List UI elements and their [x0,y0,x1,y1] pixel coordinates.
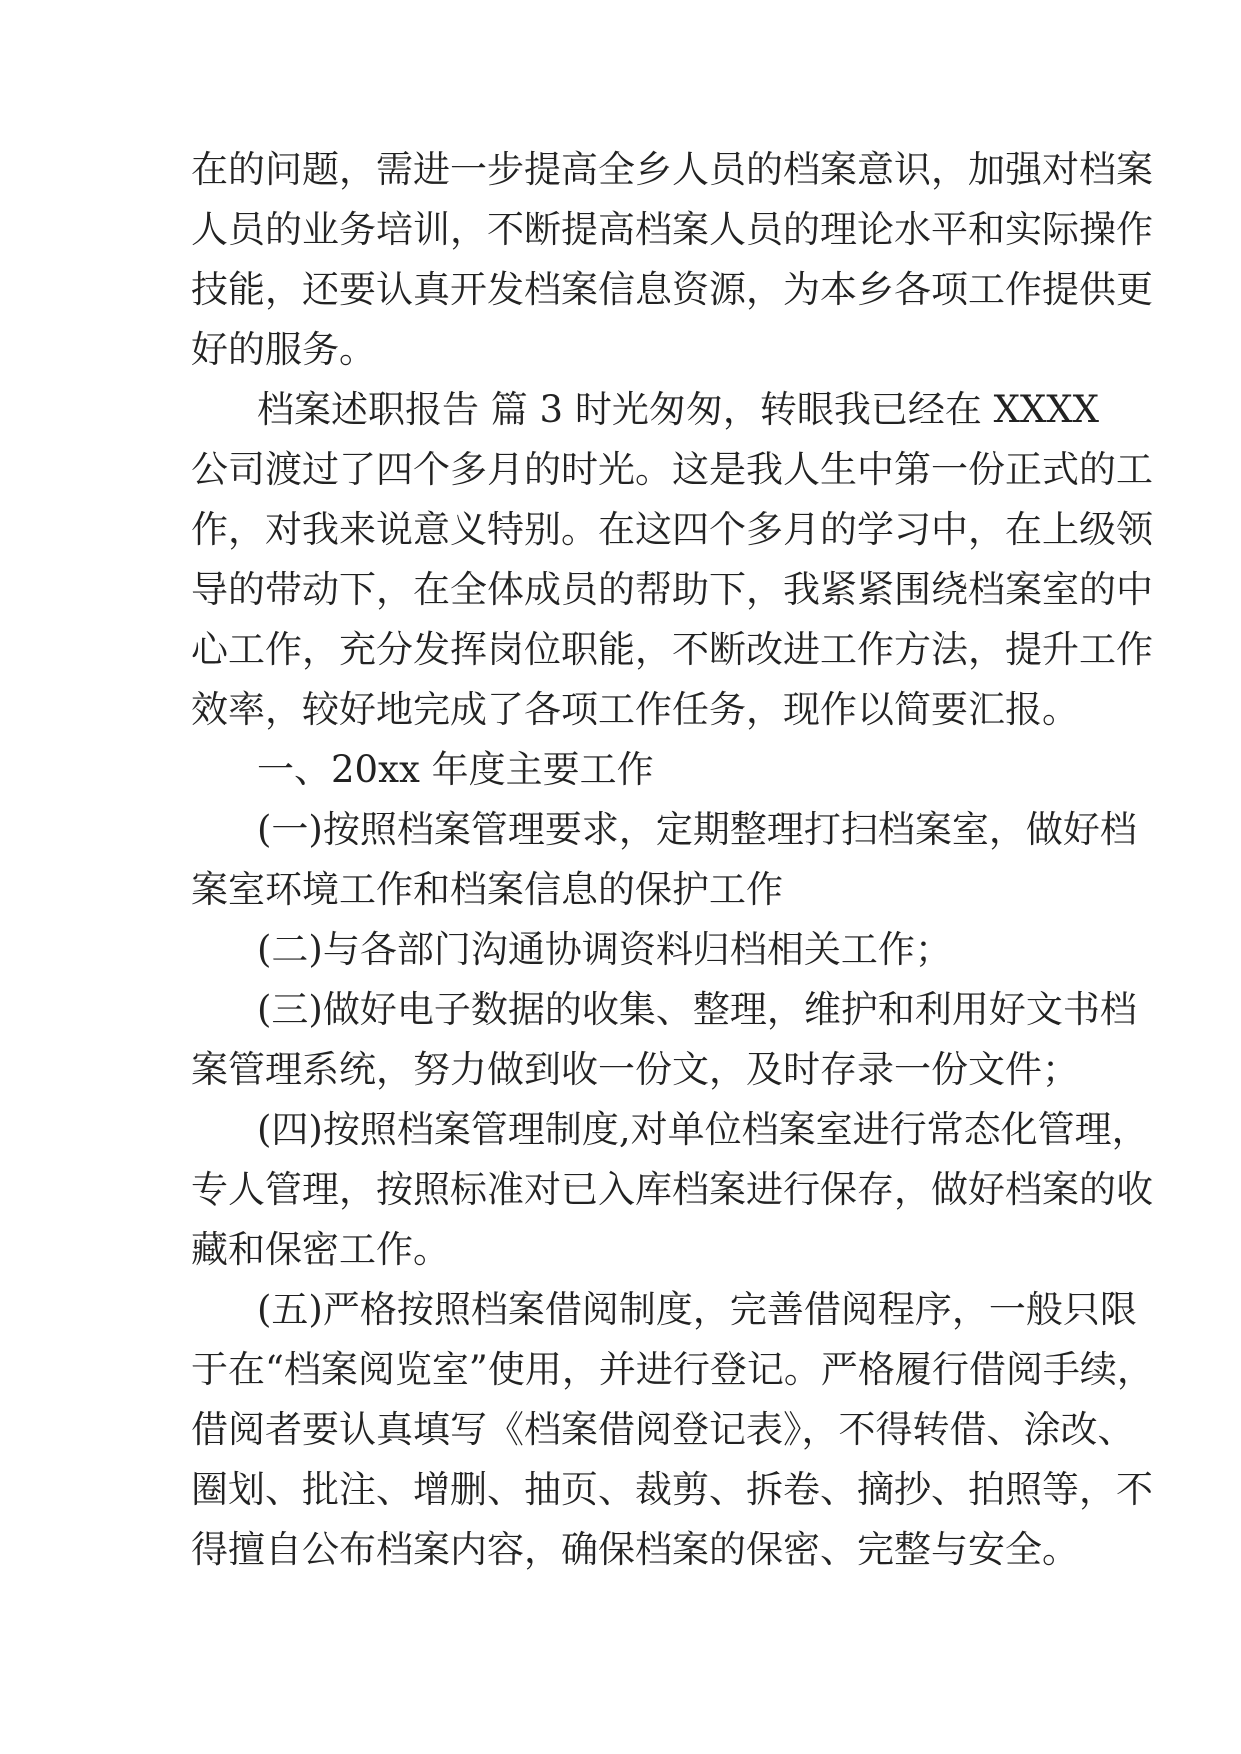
text-line: 藏和保密工作。 [191,1228,450,1271]
text-line: (五)严格按照档案借阅制度，完善借阅程序，一般只限 [257,1288,1137,1331]
text-line: 圈划、批注、增删、抽页、裁剪、拆卷、摘抄、拍照等，不 [191,1468,1153,1511]
text-line: 好的服务。 [191,328,376,371]
text-line: 于在“档案阅览室”使用，并进行登记。严格履行借阅手续， [191,1348,1154,1391]
text-line: 案管理系统，努力做到收一份文，及时存录一份文件； [191,1048,1079,1091]
document-body [191,140,1154,1580]
text-line: 导的带动下，在全体成员的帮助下，我紧紧围绕档案室的中 [191,568,1153,611]
section-heading-line: 档案述职报告 篇 3 时光匆匆，转眼我已经在 XXXX [257,388,1099,431]
text-line: (一)按照档案管理要求，定期整理打扫档案室，做好档 [257,808,1137,851]
text-line: 专人管理，按照标准对已入库档案进行保存，做好档案的收 [191,1168,1153,1211]
text-line: 作，对我来说意义特别。在这四个多月的学习中，在上级领 [191,508,1153,551]
text-line: 人员的业务培训，不断提高档案人员的理论水平和实际操作 [191,208,1153,251]
text-line: (二)与各部门沟通协调资料归档相关工作； [257,928,952,971]
text-line: 在的问题，需进一步提高全乡人员的档案意识，加强对档案 [191,148,1153,191]
text-line: 公司渡过了四个多月的时光。这是我人生中第一份正式的工 [191,448,1153,491]
text-line: (三)做好电子数据的收集、整理，维护和利用好文书档 [257,988,1137,1031]
text-line: (四)按照档案管理制度,对单位档案室进行常态化管理， [257,1108,1149,1151]
text-line: 案室环境工作和档案信息的保护工作 [191,868,783,911]
text-line: 借阅者要认真填写《档案借阅登记表》，不得转借、涂改、 [191,1408,1135,1451]
text-line: 得擅自公布档案内容，确保档案的保密、完整与安全。 [191,1528,1079,1571]
text-line: 技能，还要认真开发档案信息资源，为本乡各项工作提供更 [191,268,1153,311]
subheading-line: 一、20xx 年度主要工作 [257,748,654,791]
text-line: 效率，较好地完成了各项工作任务，现作以简要汇报。 [191,688,1079,731]
text-line: 心工作，充分发挥岗位职能，不断改进工作方法，提升工作 [191,628,1153,671]
